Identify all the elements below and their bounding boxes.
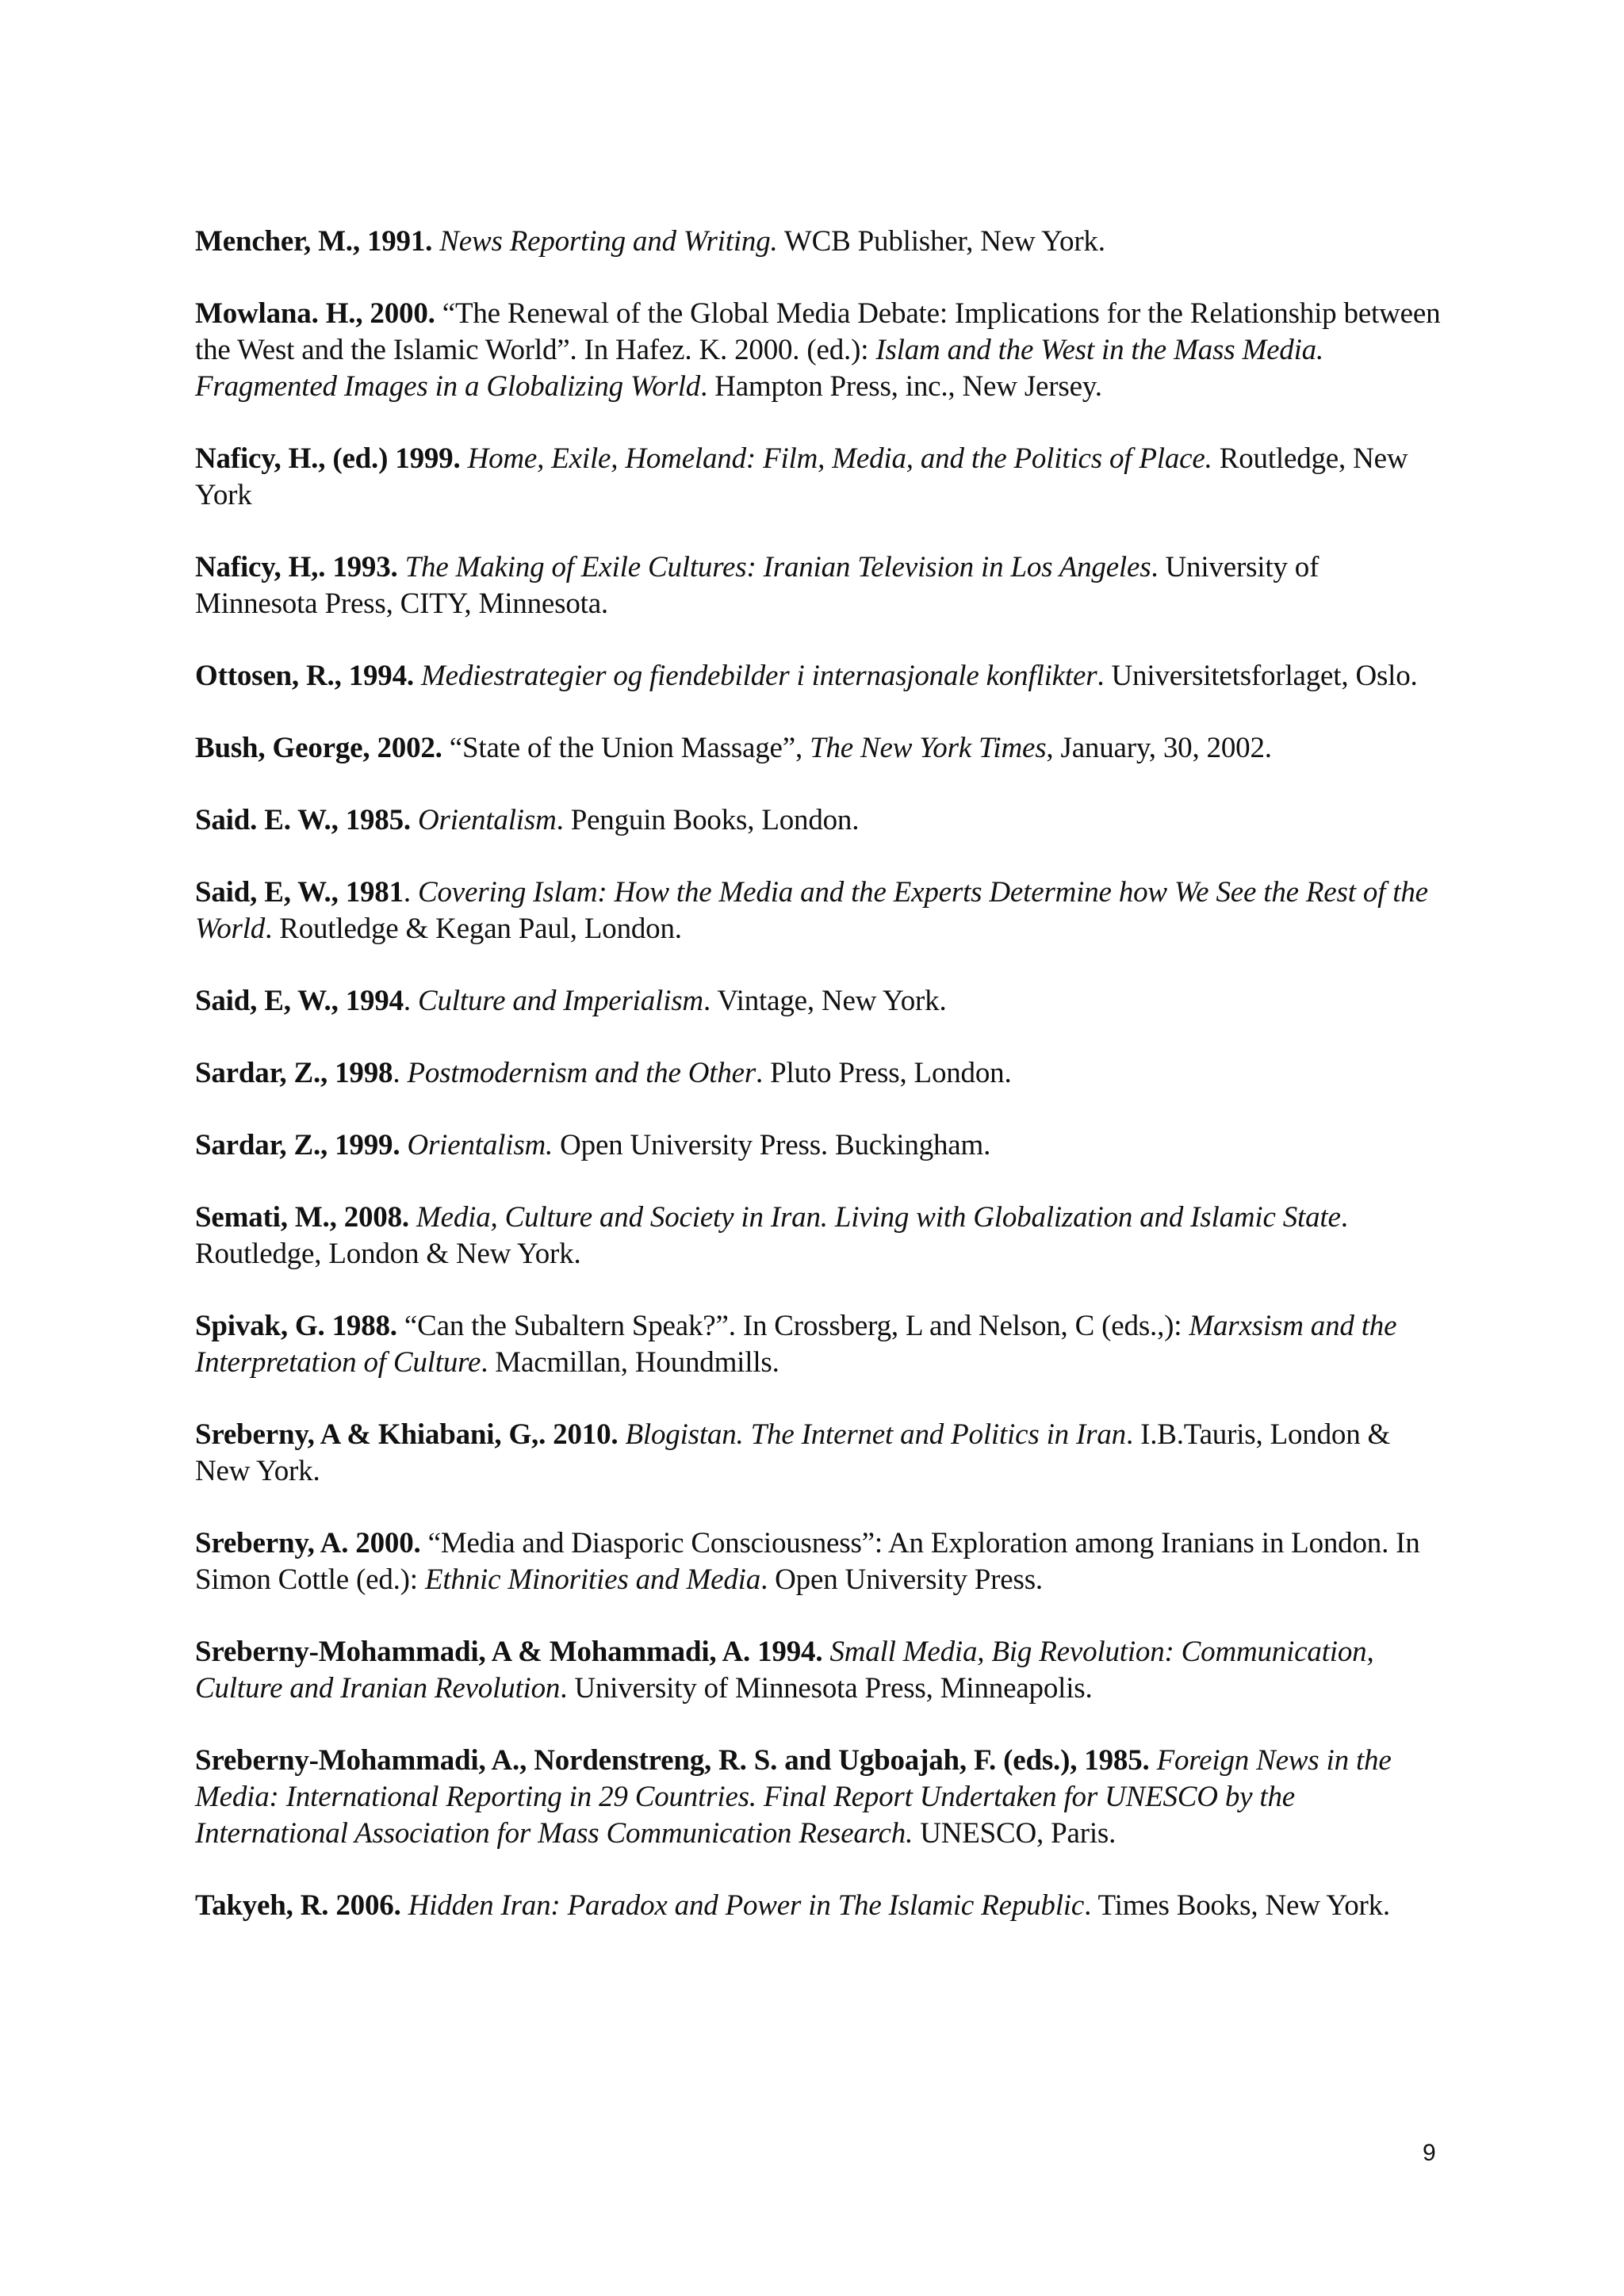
reference-author: Naficy, H,. 1993.: [195, 551, 398, 584]
reference-title: The New York Times: [810, 732, 1047, 764]
reference-text: [401, 1889, 408, 1922]
reference-author: Naficy, H., (ed.) 1999.: [195, 442, 461, 475]
reference-author: Sreberny, A. 2000.: [195, 1527, 421, 1559]
reference-title: Home, Exile, Homeland: Film, Media, and the Politics of Place.: [467, 442, 1212, 475]
reference-publisher: . Routledge & Kegan Paul, London.: [265, 913, 682, 945]
reference-title: The Making of Exile Cultures: Iranian Television in Los Angeles: [404, 551, 1151, 584]
reference-title: Hidden Iran: Paradox and Power in The Islamic Republic: [408, 1889, 1085, 1922]
reference-text: [411, 804, 418, 836]
reference-text: [461, 442, 468, 475]
reference-entry: [195, 1055, 1448, 1092]
reference-publisher: . Hampton Press, inc., New Jersey.: [700, 370, 1102, 403]
reference-entry: [195, 549, 1448, 622]
reference-author: Said. E. W., 1985.: [195, 804, 411, 836]
reference-text: “Can the Subaltern Speak?”. In Crossberg, L and Nelson, C (eds.,):: [396, 1310, 1189, 1342]
reference-title: Media, Culture and Society in Iran. Living with Globalization and Islamic State: [416, 1201, 1341, 1234]
reference-title: Mediestrategier og fiendebilder i internasjonale konflikter: [421, 660, 1097, 692]
reference-author: Said, E, W., 1981: [195, 876, 404, 909]
reference-title: Orientalism.: [407, 1129, 553, 1161]
reference-publisher: Routledge, New York: [195, 442, 1408, 511]
reference-author: Sreberny-Mohammadi, A & Mohammadi, A. 1994.: [195, 1636, 823, 1668]
reference-text: [1150, 1744, 1157, 1777]
reference-title: Orientalism: [418, 804, 557, 836]
reference-text: .: [403, 876, 419, 909]
reference-publisher: . Penguin Books, London.: [556, 804, 860, 836]
reference-publisher: WCB Publisher, New York.: [777, 225, 1105, 258]
reference-text: “The Renewal of the Global Media Debate: Implications for the Relationship between the West and the Islamic World”. In Hafez. K. 2000. (ed.):: [195, 297, 1441, 366]
reference-publisher: . Times Books, New York.: [1084, 1889, 1390, 1922]
reference-author: Sardar, Z., 1998: [195, 1057, 393, 1089]
reference-author: Bush, George, 2002.: [195, 732, 442, 764]
reference-title: Small Media, Big Revolution: Communication, Culture and Iranian Revolution: [195, 1636, 1374, 1705]
reference-title: News Reporting and Writing.: [439, 225, 778, 258]
reference-entry: [195, 1888, 1448, 1924]
reference-publisher: UNESCO, Paris.: [913, 1817, 1116, 1850]
reference-author: Mencher, M., 1991.: [195, 225, 433, 258]
reference-entry: [195, 1200, 1448, 1272]
reference-text: .: [403, 985, 419, 1017]
reference-publisher: . I.B.Tauris, London & New York.: [195, 1418, 1391, 1487]
reference-entry: [195, 441, 1448, 514]
reference-entry: [195, 983, 1448, 1020]
reference-text: [618, 1418, 625, 1451]
reference-author: Sreberny, A & Khiabani, G,. 2010.: [195, 1418, 619, 1451]
reference-title: Covering Islam: How the Media and the Experts Determine how We See the Rest of the World: [195, 876, 1428, 945]
reference-publisher: . University of Minnesota Press, Minneapolis.: [560, 1672, 1093, 1705]
reference-text: .: [393, 1057, 408, 1089]
reference-author: Ottosen, R., 1994.: [195, 660, 414, 692]
reference-author: Sreberny-Mohammadi, A., Nordenstreng, R. S. and Ugboajah, F. (eds.), 1985.: [195, 1744, 1150, 1777]
reference-title: Culture and Imperialism: [418, 985, 703, 1017]
reference-entry: [195, 1417, 1448, 1490]
reference-title: Blogistan. The Internet and Politics in Iran: [625, 1418, 1126, 1451]
reference-entry: [195, 296, 1448, 405]
reference-title: Foreign News in the Media: International Reporting in 29 Countries. Final Report Undertaken for UNESCO by the International Association for Mass Communication Research.: [195, 1744, 1392, 1850]
reference-publisher: , January, 30, 2002.: [1046, 732, 1272, 764]
reference-entry: [195, 802, 1448, 839]
reference-publisher: . University of Minnesota Press, CITY, Minnesota.: [195, 551, 1320, 620]
reference-publisher: . Vintage, New York.: [703, 985, 947, 1017]
reference-entry: [195, 1308, 1448, 1381]
page-number: 9: [1423, 2140, 1436, 2166]
reference-publisher: Open University Press. Buckingham.: [553, 1129, 991, 1161]
reference-text: [414, 660, 421, 692]
reference-title: Marxsism and the Interpretation of Culture: [195, 1310, 1397, 1379]
reference-publisher: . Macmillan, Houndmills.: [481, 1346, 779, 1379]
reference-entry: [195, 658, 1448, 695]
reference-entry: [195, 1525, 1448, 1598]
reference-title: Ethnic Minorities and Media: [424, 1563, 761, 1596]
reference-text: “State of the Union Massage”,: [442, 732, 810, 764]
reference-author: Said, E, W., 1994: [195, 985, 404, 1017]
reference-author: Semati, M., 2008.: [195, 1201, 409, 1234]
reference-text: [409, 1201, 416, 1234]
reference-text: “Media and Diasporic Consciousness”: An Exploration among Iranians in London. In Simon Cottle (ed.):: [195, 1527, 1420, 1596]
reference-publisher: . Routledge, London & New York.: [195, 1201, 1348, 1270]
reference-title: Postmodernism and the Other: [407, 1057, 756, 1089]
reference-publisher: . Universitetsforlaget, Oslo.: [1097, 660, 1418, 692]
reference-publisher: . Open University Press.: [760, 1563, 1043, 1596]
reference-list: [195, 224, 1448, 1960]
reference-author: Mowlana. H., 2000.: [195, 297, 435, 330]
reference-author: Takyeh, R. 2006.: [195, 1889, 401, 1922]
reference-entry: [195, 1127, 1448, 1164]
reference-title: Islam and the West in the Mass Media. Fragmented Images in a Globalizing World: [195, 334, 1324, 403]
reference-text: [432, 225, 439, 258]
reference-entry: [195, 730, 1448, 767]
reference-entry: [195, 874, 1448, 947]
reference-entry: [195, 224, 1448, 260]
reference-author: Sardar, Z., 1999.: [195, 1129, 400, 1161]
reference-publisher: . Pluto Press, London.: [756, 1057, 1012, 1089]
reference-author: Spivak, G. 1988.: [195, 1310, 397, 1342]
reference-entry: [195, 1743, 1448, 1852]
reference-text: [398, 551, 405, 584]
reference-entry: [195, 1634, 1448, 1707]
